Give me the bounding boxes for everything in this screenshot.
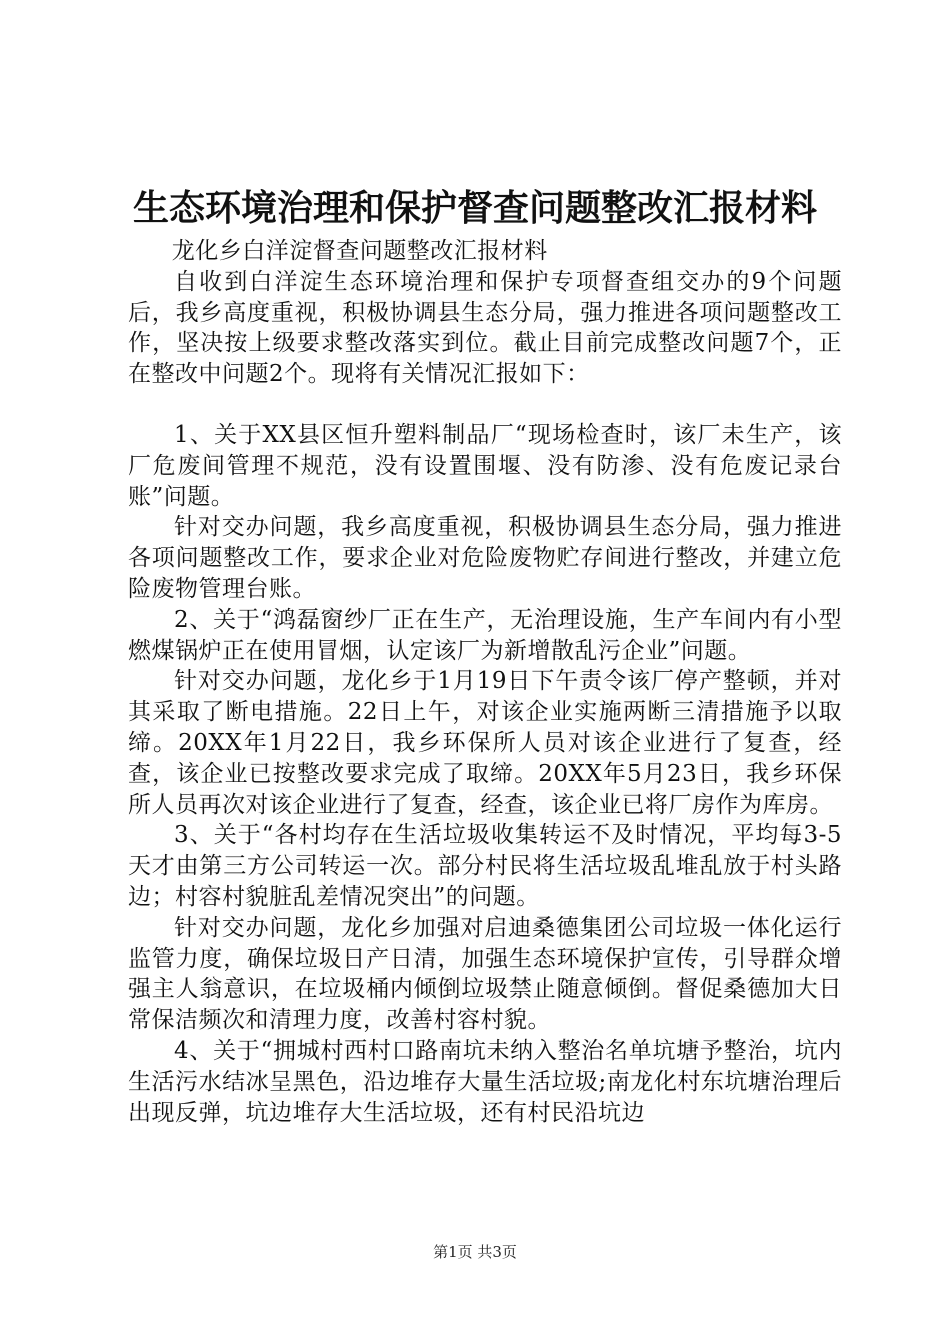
issue-3-response-paragraph: 针对交办问题，龙化乡加强对启迪桑德集团公司垃圾一体化运行监管力度，确保垃圾日产日清，加强生态环境保护宣传，引导群众增强主人翁意识，在垃圾桶内倾倒垃圾禁止随意倾倒。督促桑德加大日常保洁频次和清理力度，改善村容村貌。	[128, 914, 842, 1034]
page-title: 生态环境治理和保护督查问题整改汇报材料	[132, 188, 817, 229]
document-subtitle: 龙化乡白洋淀督查问题整改汇报材料	[171, 238, 548, 264]
issue-2-paragraph: 2、关于“鸿磊窗纱厂正在生产，无治理设施，生产车间内有小型燃煤锅炉正在使用冒烟，认定该厂为新增散乱污企业”问题。	[128, 606, 842, 664]
issue-2-response-paragraph: 针对交办问题，龙化乡于1月19日下午责令该厂停产整顿，并对其采取了断电措施。22日上午，对该企业实施两断三清措施予以取缔。20XX年1月22日，我乡环保所人员对该企业进行了复查，经查，该企业已按整改要求完成了取缔。20XX年5月23日，我乡环保所人员再次对该企业进行了复查，经查，该企业已将厂房作为库房。	[128, 668, 842, 818]
issue-1-paragraph: 1、关于XX县区恒升塑料制品厂“现场检查时，该厂未生产，该厂危废间管理不规范，没有设置围堰、没有防渗、没有危废记录台账”问题。	[128, 421, 842, 510]
intro-paragraph: 自收到白洋淀生态环境治理和保护专项督查组交办的9个问题后，我乡高度重视，积极协调县生态分局，强力推进各项问题整改工作，坚决按上级要求整改落实到位。截止目前完成整改问题7个，正在整改中问题2个。现将有关情况汇报如下：	[128, 268, 842, 388]
issue-1-response-paragraph: 针对交办问题，我乡高度重视，积极协调县生态分局，强力推进各项问题整改工作，要求企业对危险废物贮存间进行整改，并建立危险废物管理台账。	[128, 514, 842, 602]
issue-4-paragraph: 4、关于“拥城村西村口路南坑未纳入整治名单坑塘予整治，坑内生活污水结冰呈黑色，沿边堆存大量生活垃圾;南龙化村东坑塘治理后出现反弹，坑边堆存大生活垃圾，还有村民沿坑边	[128, 1037, 842, 1126]
document-body	[128, 236, 842, 1128]
page-indicator: 第1页 共3页	[433, 1243, 517, 1261]
issue-3-paragraph: 3、关于“各村均存在生活垃圾收集转运不及时情况，平均每3-5天才由第三方公司转运一次。部分村民将生活垃圾乱堆乱放于村头路边；村容村貌脏乱差情况突出”的问题。	[128, 822, 842, 910]
